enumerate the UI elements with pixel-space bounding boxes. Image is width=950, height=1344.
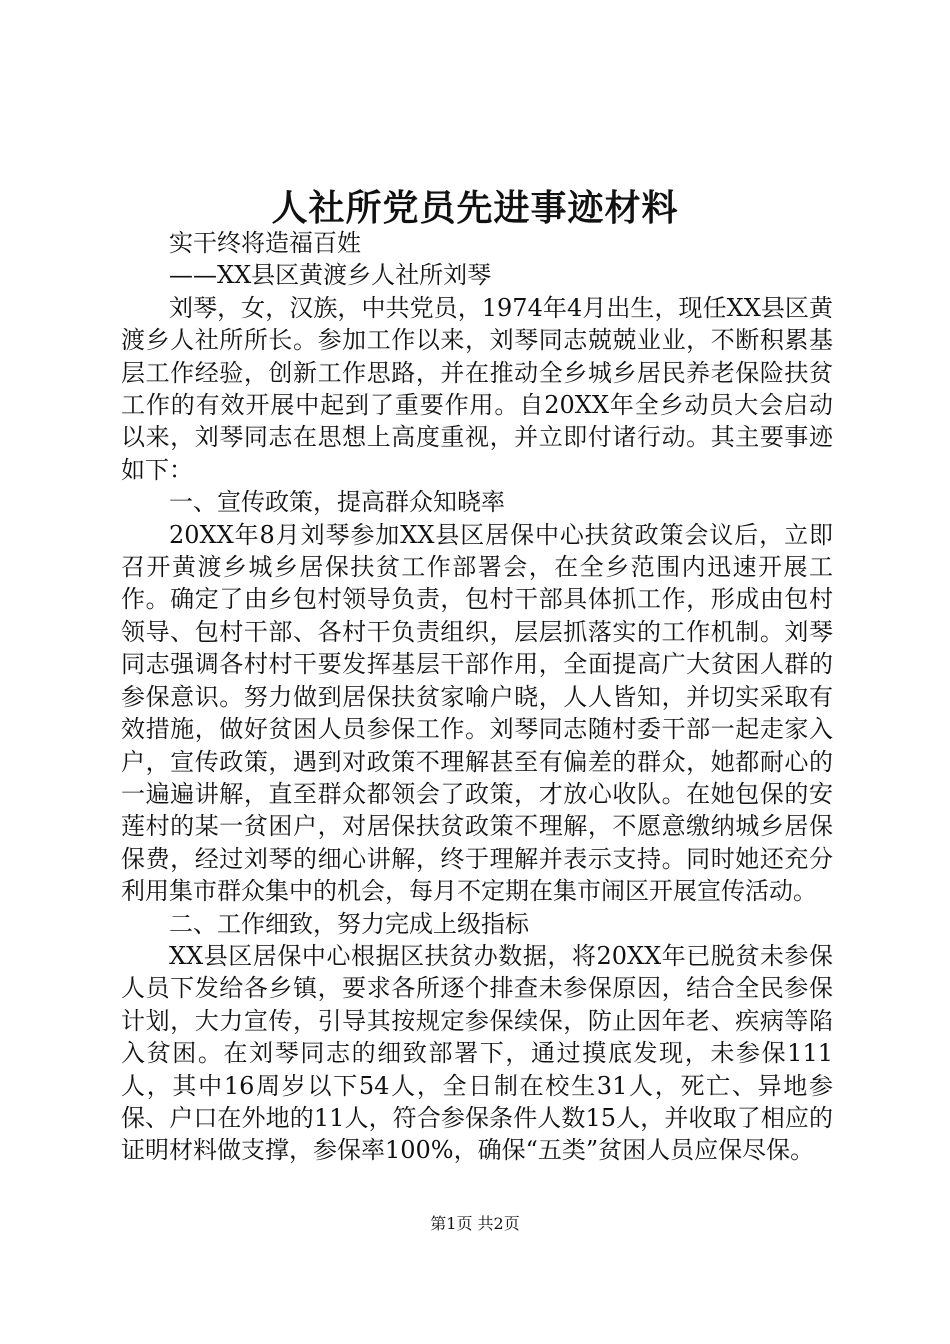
section-1-paragraph: 20XX年8月刘琴参加XX县区居保中心扶贫政策会议后，立即召开黄渡乡城乡居保扶贫工作部署会，在全乡范围内迅速开展工作。确定了由乡包村领导负责，包村干部具体抓工作，形成由包村领导、包村干部、各村干负责组织，层层抓落实的工作机制。刘琴同志强调各村村干要发挥基层干部作用，全面提高广大贫困人群的参保意识。努力做到居保扶贫家喻户晓，人人皆知，并切实采取有效措施，做好贫困人员参保工作。刘琴同志随村委干部一起走家入户，宣传政策，遇到对政策不理解甚至有偏差的群众，她都耐心的一遍遍讲解，直至群众都领会了政策，才放心收队。在她包保的安莲村的某一贫困户，对居保扶贫政策不理解，不愿意缴纳城乡居保保费，经过刘琴的细心讲解，终于理解并表示支持。同时她还充分利用集市群众集中的机会，每月不定期在集市闹区开展宣传活动。 bbox=[121, 520, 833, 906]
section-heading-1: 一、宣传政策，提高群众知晓率 bbox=[169, 488, 505, 517]
page-footer: 第1页 共2页 bbox=[430, 1214, 520, 1233]
section-heading-2: 二、工作细致，努力完成上级指标 bbox=[169, 909, 529, 938]
subtitle-line: 实干终将造福百姓 bbox=[169, 229, 361, 257]
byline: ——XX县区黄渡乡人社所刘琴 bbox=[169, 261, 492, 290]
document-title: 人社所党员先进事迹材料 bbox=[271, 187, 679, 229]
intro-paragraph: 刘琴，女，汉族，中共党员，1974年4月出生，现任XX县区黄渡乡人社所所长。参加工作以来，刘琴同志兢兢业业，不断积累基层工作经验，创新工作思路，并在推动全乡城乡居民养老保险扶贫工作的有效开展中起到了重要作用。自20XX年全乡动员大会启动以来，刘琴同志在思想上高度重视，并立即付诸行动。其主要事迹如下： bbox=[121, 293, 833, 484]
document-body bbox=[121, 227, 833, 1167]
section-2-paragraph: XX县区居保中心根据区扶贫办数据，将20XX年已脱贫未参保人员下发给各乡镇，要求各所逐个排查未参保原因，结合全民参保计划，大力宣传，引导其按规定参保续保，防止因年老、疾病等陷入贫困。在刘琴同志的细致部署下，通过摸底发现，未参保111人，其中16周岁以下54人，全日制在校生31人，死亡、异地参保、户口在外地的11人，符合参保条件人数15人，并收取了相应的证明材料做支撑，参保率100%，确保“五类”贫困人员应保尽保。 bbox=[121, 941, 833, 1165]
